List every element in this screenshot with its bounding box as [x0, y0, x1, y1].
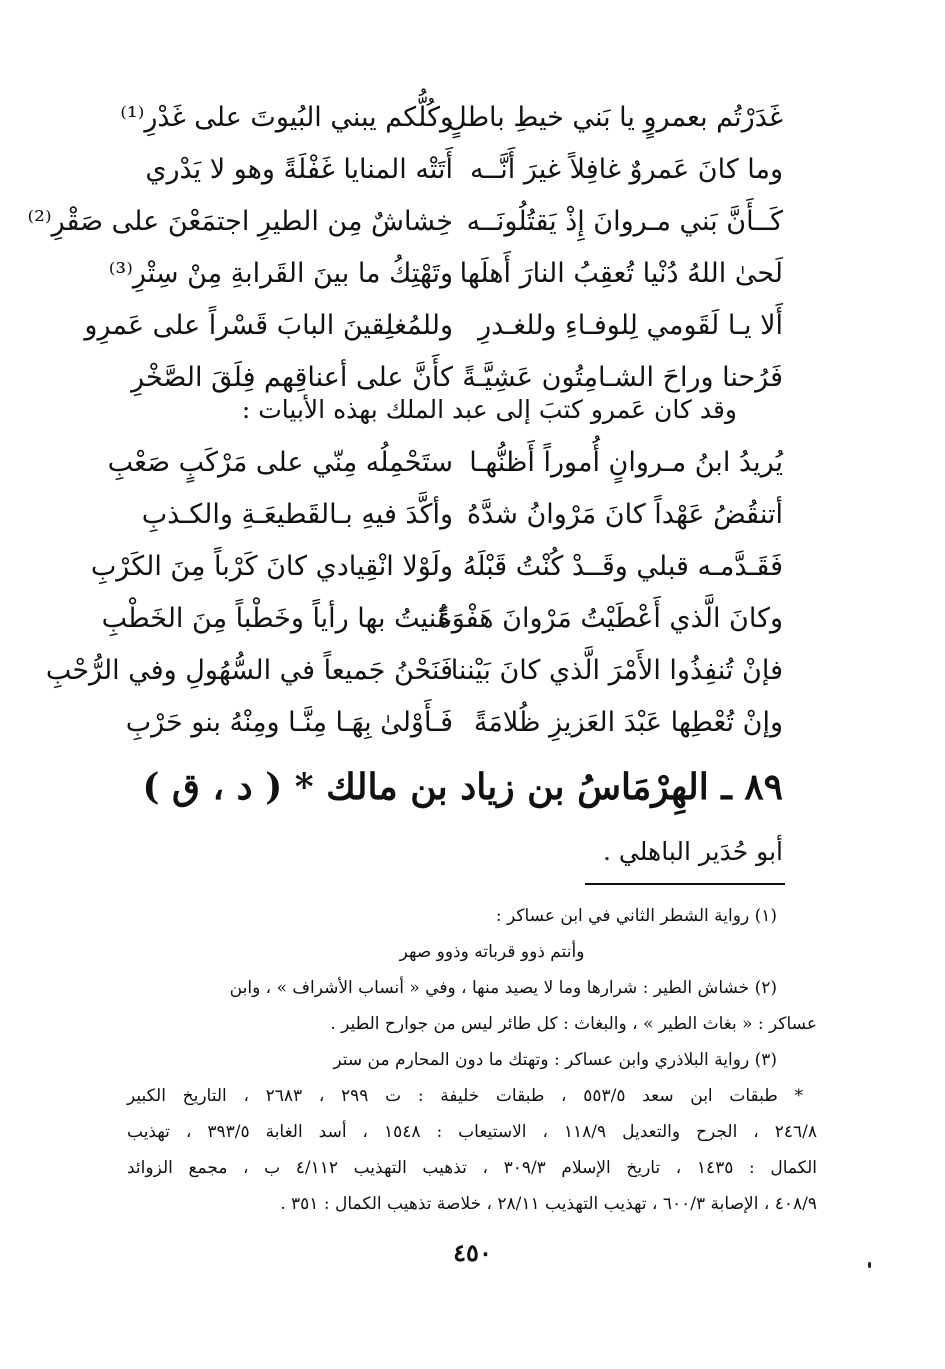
verse-line: [145, 144, 783, 196]
second-hemistich: عُنيتُ بها رأياً وخَطْباً مِنَ الخَطْبِ: [101, 603, 453, 634]
first-hemistich: أَلا يـا لَقَومي لِلوفـاءِ وللغـدرِ: [478, 310, 783, 341]
second-hemistich: وأكَّدَ فيهِ بـالقَطيعَـةِ والكـذبِ: [141, 499, 453, 530]
entry-title: ٨٩ ـ الهِرْمَاسُ بن زياد بن مالك * ( د ، ق ): [142, 766, 783, 808]
prose-line: وقد كان عَمرو كتبَ إلى عبد الملك بهذه الأبيات :: [241, 395, 737, 424]
second-hemistich: فَـأَوْلىٰ بِهَـا مِنَّـا ومِنْهُ بنو حَرْبِ: [125, 707, 453, 738]
poem-block-1: [27, 92, 783, 404]
footnote-divider: [585, 883, 785, 885]
second-hemistich: وتَهْتِكُ ما بينَ القَرابةِ مِنْ سِتْرِ⁽³⁾: [108, 258, 453, 289]
sources-line: * طبقات ابن سعد ٥٥٣/٥ ، طبقات خليفة : ت ٢٩٩ ، ٢٦٨٣ ، التاريخ الكبير: [127, 1086, 803, 1106]
footnotes: [127, 898, 817, 1222]
verse-line: [27, 196, 783, 248]
footnote-1-quote: وأنتم ذوو قرباته وذوو صهر: [399, 942, 585, 962]
first-hemistich: يُريدُ ابنُ مـروانٍ أُموراً أَظنُّهـا: [469, 447, 783, 478]
page-number: ٤٥٠: [453, 1238, 492, 1267]
first-hemistich: فَرُحنا وراحَ الشـامِتُون عَشِيَّـةً: [462, 362, 783, 393]
first-hemistich: وما كانَ عَمروٌ غافِلاً غيرَ أَنَّــه: [469, 154, 783, 185]
verse-line: [101, 593, 783, 645]
first-hemistich: غَدَرْتُم بعمروٍ يا بَني خيطِ باطلٍ: [447, 102, 783, 133]
second-hemistich: وكُلُّكم يبني البُيوتَ على غَدْرِ⁽¹⁾: [120, 102, 453, 133]
first-hemistich: وإنْ تُعْطِها عَبْدَ العَزيزِ ظُلامَةً: [473, 707, 783, 738]
first-hemistich: أتنقُضُ عَهْداً كانَ مَرْوانُ شدَّهُ: [466, 499, 783, 530]
sources-line: الكمال : ١٤٣٥ ، تاريخ الإسلام ٣٠٩/٣ ، تذهيب التهذيب ٤/١١٢ ب ، مجمع الزوائد: [127, 1158, 818, 1178]
first-hemistich: لَحىٰ اللهُ دُنْيا تُعقِبُ النارَ أَهلَها: [459, 258, 783, 289]
second-hemistich: ولَوْلا انْقِيادي كانَ كَرْباً مِنَ الكَرْبِ: [90, 551, 453, 582]
second-hemistich: وللمُغلِقينَ البابَ قَسْراً على عَمرِو: [84, 310, 453, 341]
sources-line: ٢٤٦/٨ ، الجرح والتعديل ١١٨/٩ ، الاستيعاب : ١٥٤٨ ، أسد الغابة ٣٩٣/٥ ، تهذيب: [127, 1122, 817, 1142]
verse-line: [90, 541, 783, 593]
verse-line: [120, 92, 783, 144]
verse-line: [45, 645, 783, 697]
second-hemistich: كأَنَّ على أعناقِهم فِلَقَ الصَّخْرِ: [131, 362, 453, 393]
verse-line: [108, 248, 783, 300]
second-hemistich: ستَحْمِلُه مِنّي على مَرْكَبٍ صَعْبِ: [107, 447, 453, 478]
sources-line: ٤٠٨/٩ ، الإصابة ٦٠٠/٣ ، تهذيب التهذيب ٢٨/١١ ، خلاصة تذهيب الكمال : ٣٥١ .: [280, 1194, 817, 1214]
footnote-1: (١) رواية الشطر الثاني في ابن عساكر :: [495, 906, 777, 926]
first-hemistich: كَــأَنَّ بَني مـروانَ إِذْ يَقتُلُونَــه: [466, 206, 783, 237]
footnote-2-line-1: (٢) خشاش الطير : شرارها وما لا يصيد منها ، وفي « أنساب الأشراف » ، وابن: [229, 978, 777, 998]
verse-line: [107, 437, 783, 489]
verse-line: [84, 300, 783, 352]
second-hemistich: خِشاشٌ مِن الطيرِ اجتمَعْنَ على صَقْرِ⁽²⁾: [27, 206, 453, 237]
first-hemistich: فَقَـدَّمـه قبلي وقَــدْ كُنْتُ قَبْلَهُ: [462, 551, 783, 582]
verse-line: [141, 489, 783, 541]
footnote-3: (٣) رواية البلاذري وابن عساكر : وتهتك ما دون المحارم من ستر: [333, 1050, 777, 1070]
footnote-2-line-2: عساكر : « بغاث الطير » ، والبغاث : كل طائر ليس من جوارح الطير .: [330, 1014, 817, 1034]
second-hemistich: فَنَحْنُ جَميعاً في السُّهُولِ وفي الرُّحْبِ: [45, 655, 453, 686]
poem-block-2: [45, 437, 783, 749]
verse-line: [125, 697, 783, 749]
scan-speck: [868, 1262, 871, 1268]
entry-subtitle: أبو حُدَير الباهلي .: [603, 837, 783, 866]
second-hemistich: أَتَتْه المنايا غَفْلَةً وهو لا يَدْري: [145, 154, 453, 185]
first-hemistich: وكانَ الَّذي أَعْطَيْتُ مَرْوانَ هَفْوَةً: [437, 603, 783, 634]
first-hemistich: فإنْ تُنفِذُوا الأَمْرَ الَّذي كانَ بَيْننا: [450, 655, 783, 686]
